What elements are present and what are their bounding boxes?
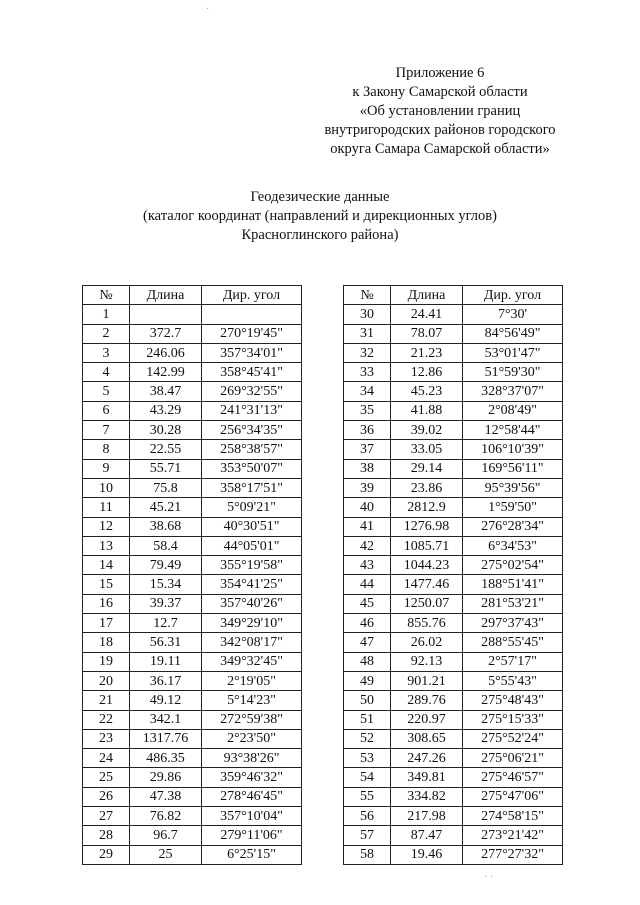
cell-length: 58.4	[130, 536, 202, 555]
table-row	[83, 826, 302, 845]
cell-angle: 53°01'47"	[463, 343, 563, 362]
cell-number: 9	[83, 459, 130, 478]
cell-length: 308.65	[391, 729, 463, 748]
cell-length: 901.21	[391, 671, 463, 690]
cell-length: 247.26	[391, 749, 463, 768]
cell-number: 14	[83, 556, 130, 575]
table-row	[344, 363, 563, 382]
table-row	[344, 440, 563, 459]
cell-angle: 169°56'11"	[463, 459, 563, 478]
cell-length: 75.8	[130, 478, 202, 497]
cell-angle: 275°15'33"	[463, 710, 563, 729]
cell-number: 11	[83, 498, 130, 517]
cell-number: 2	[83, 324, 130, 343]
cell-angle: 342°08'17"	[202, 633, 302, 652]
cell-angle: 275°47'06"	[463, 787, 563, 806]
cell-number: 45	[344, 594, 391, 613]
cell-length: 26.02	[391, 633, 463, 652]
cell-number: 57	[344, 826, 391, 845]
table-row	[83, 478, 302, 497]
table-row	[83, 594, 302, 613]
cell-number: 18	[83, 633, 130, 652]
cell-length: 142.99	[130, 363, 202, 382]
table-row	[83, 517, 302, 536]
table-row	[344, 729, 563, 748]
cell-angle: 273°21'42"	[463, 826, 563, 845]
cell-angle: 2°57'17"	[463, 652, 563, 671]
appendix-header	[300, 64, 580, 159]
cell-length: 78.07	[391, 324, 463, 343]
cell-angle: 51°59'30"	[463, 363, 563, 382]
table-row	[344, 633, 563, 652]
cell-angle: 7°30'	[463, 305, 563, 324]
cell-number: 6	[83, 401, 130, 420]
cell-angle: 40°30'51"	[202, 517, 302, 536]
scan-speck: · ·	[484, 872, 494, 883]
cell-length: 49.12	[130, 691, 202, 710]
header-number: №	[83, 286, 130, 305]
table-row	[344, 614, 563, 633]
cell-length: 217.98	[391, 807, 463, 826]
cell-length: 76.82	[130, 807, 202, 826]
table-row	[344, 787, 563, 806]
cell-length: 24.41	[391, 305, 463, 324]
cell-angle: 359°46'32"	[202, 768, 302, 787]
cell-angle: 274°58'15"	[463, 807, 563, 826]
cell-length: 38.68	[130, 517, 202, 536]
cell-angle: 44°05'01"	[202, 536, 302, 555]
cell-length: 29.14	[391, 459, 463, 478]
table-row	[83, 536, 302, 555]
table-row	[344, 421, 563, 440]
cell-number: 16	[83, 594, 130, 613]
table-row	[344, 845, 563, 864]
table-row	[344, 594, 563, 613]
cell-angle: 276°28'34"	[463, 517, 563, 536]
cell-length: 855.76	[391, 614, 463, 633]
cell-number: 38	[344, 459, 391, 478]
table-row	[344, 652, 563, 671]
cell-number: 41	[344, 517, 391, 536]
cell-length: 45.23	[391, 382, 463, 401]
cell-number: 53	[344, 749, 391, 768]
cell-length: 33.05	[391, 440, 463, 459]
cell-number: 54	[344, 768, 391, 787]
cell-angle: 6°25'15"	[202, 845, 302, 864]
table-row	[83, 343, 302, 362]
cell-number: 34	[344, 382, 391, 401]
table-row	[344, 382, 563, 401]
cell-number: 42	[344, 536, 391, 555]
cell-number: 19	[83, 652, 130, 671]
cell-length: 15.34	[130, 575, 202, 594]
cell-angle: 5°14'23"	[202, 691, 302, 710]
cell-length: 12.7	[130, 614, 202, 633]
cell-number: 4	[83, 363, 130, 382]
cell-angle: 358°45'41"	[202, 363, 302, 382]
cell-angle: 357°40'26"	[202, 594, 302, 613]
cell-angle: 275°02'54"	[463, 556, 563, 575]
cell-length: 30.28	[130, 421, 202, 440]
cell-angle: 275°06'21"	[463, 749, 563, 768]
cell-length: 342.1	[130, 710, 202, 729]
title-line: Геодезические данные	[250, 189, 390, 205]
cell-number: 30	[344, 305, 391, 324]
cell-number: 10	[83, 478, 130, 497]
table-header-row	[83, 286, 302, 305]
cell-length: 1477.46	[391, 575, 463, 594]
cell-length: 96.7	[130, 826, 202, 845]
cell-length: 246.06	[130, 343, 202, 362]
table-row	[83, 382, 302, 401]
cell-number: 15	[83, 575, 130, 594]
cell-number: 1	[83, 305, 130, 324]
table-row	[344, 710, 563, 729]
cell-angle: 358°17'51"	[202, 478, 302, 497]
cell-angle: 2°23'50"	[202, 729, 302, 748]
header-number: №	[344, 286, 391, 305]
table-row	[83, 691, 302, 710]
cell-angle: 297°37'43"	[463, 614, 563, 633]
table-row	[344, 305, 563, 324]
cell-angle: 241°31'13"	[202, 401, 302, 420]
table-row	[83, 807, 302, 826]
table-row	[344, 807, 563, 826]
cell-angle	[202, 305, 302, 324]
cell-angle: 270°19'45"	[202, 324, 302, 343]
cell-number: 7	[83, 421, 130, 440]
cell-length: 36.17	[130, 671, 202, 690]
cell-length: 289.76	[391, 691, 463, 710]
table-row	[344, 575, 563, 594]
cell-length: 372.7	[130, 324, 202, 343]
cell-angle: 84°56'49"	[463, 324, 563, 343]
table-row	[344, 517, 563, 536]
cell-length: 45.21	[130, 498, 202, 517]
cell-number: 23	[83, 729, 130, 748]
cell-length: 1250.07	[391, 594, 463, 613]
cell-number: 12	[83, 517, 130, 536]
table-row	[344, 826, 563, 845]
cell-number: 13	[83, 536, 130, 555]
cell-number: 50	[344, 691, 391, 710]
cell-angle: 279°11'06"	[202, 826, 302, 845]
cell-length: 25	[130, 845, 202, 864]
cell-length: 79.49	[130, 556, 202, 575]
cell-length: 55.71	[130, 459, 202, 478]
header-angle: Дир. угол	[463, 286, 563, 305]
cell-length: 334.82	[391, 787, 463, 806]
cell-angle: 277°27'32"	[463, 845, 563, 864]
cell-angle: 278°46'45"	[202, 787, 302, 806]
cell-angle: 357°10'04"	[202, 807, 302, 826]
cell-length: 1276.98	[391, 517, 463, 536]
table-row	[83, 440, 302, 459]
cell-number: 47	[344, 633, 391, 652]
cell-number: 33	[344, 363, 391, 382]
cell-number: 49	[344, 671, 391, 690]
table-row	[83, 633, 302, 652]
cell-number: 40	[344, 498, 391, 517]
title-line: Красноглинского района)	[241, 227, 399, 243]
cell-angle: 288°55'45"	[463, 633, 563, 652]
table-row	[83, 710, 302, 729]
cell-number: 17	[83, 614, 130, 633]
table-row	[83, 671, 302, 690]
cell-number: 8	[83, 440, 130, 459]
cell-angle: 5°55'43"	[463, 671, 563, 690]
coordinates-table-left	[82, 285, 302, 865]
table-row	[83, 652, 302, 671]
cell-number: 52	[344, 729, 391, 748]
cell-angle: 106°10'39"	[463, 440, 563, 459]
cell-angle: 354°41'25"	[202, 575, 302, 594]
cell-length: 56.31	[130, 633, 202, 652]
cell-number: 48	[344, 652, 391, 671]
cell-number: 55	[344, 787, 391, 806]
table-row	[83, 421, 302, 440]
cell-angle: 188°51'41"	[463, 575, 563, 594]
cell-length: 12.86	[391, 363, 463, 382]
cell-length: 2812.9	[391, 498, 463, 517]
table-row	[344, 459, 563, 478]
table-row	[344, 478, 563, 497]
appendix-line: округа Самара Самарской области»	[330, 141, 550, 157]
table-row	[83, 498, 302, 517]
table-row	[344, 671, 563, 690]
table-row	[83, 729, 302, 748]
cell-length: 1044.23	[391, 556, 463, 575]
table-row	[344, 324, 563, 343]
cell-number: 31	[344, 324, 391, 343]
cell-number: 29	[83, 845, 130, 864]
appendix-line: внутригородских районов городского	[324, 122, 556, 138]
document-title	[90, 188, 550, 245]
cell-number: 3	[83, 343, 130, 362]
cell-angle: 95°39'56"	[463, 478, 563, 497]
table-row	[83, 845, 302, 864]
appendix-line: Приложение 6	[395, 65, 485, 81]
cell-number: 26	[83, 787, 130, 806]
cell-angle: 355°19'58"	[202, 556, 302, 575]
cell-number: 44	[344, 575, 391, 594]
cell-number: 27	[83, 807, 130, 826]
table-row	[344, 768, 563, 787]
cell-angle: 353°50'07"	[202, 459, 302, 478]
cell-number: 25	[83, 768, 130, 787]
coordinates-table-right	[343, 285, 563, 865]
table-row	[83, 768, 302, 787]
cell-number: 24	[83, 749, 130, 768]
table-row	[344, 691, 563, 710]
cell-angle: 258°38'57"	[202, 440, 302, 459]
table-row	[83, 614, 302, 633]
table-row	[344, 498, 563, 517]
cell-length	[130, 305, 202, 324]
cell-length: 29.86	[130, 768, 202, 787]
table-row	[83, 459, 302, 478]
cell-length: 1085.71	[391, 536, 463, 555]
header-length: Длина	[130, 286, 202, 305]
cell-number: 32	[344, 343, 391, 362]
appendix-line: к Закону Самарской области	[352, 84, 528, 100]
table-header-row	[344, 286, 563, 305]
cell-angle: 281°53'21"	[463, 594, 563, 613]
cell-angle: 256°34'35"	[202, 421, 302, 440]
cell-length: 349.81	[391, 768, 463, 787]
cell-length: 21.23	[391, 343, 463, 362]
table-row	[83, 363, 302, 382]
cell-number: 56	[344, 807, 391, 826]
table-row	[83, 324, 302, 343]
table-row	[83, 787, 302, 806]
cell-length: 39.02	[391, 421, 463, 440]
title-line: (каталог координат (направлений и дирекционных углов)	[143, 208, 497, 224]
cell-angle: 2°19'05"	[202, 671, 302, 690]
cell-number: 46	[344, 614, 391, 633]
cell-angle: 1°59'50"	[463, 498, 563, 517]
cell-angle: 2°08'49"	[463, 401, 563, 420]
scan-speck: ·	[206, 4, 210, 15]
cell-number: 21	[83, 691, 130, 710]
cell-number: 51	[344, 710, 391, 729]
header-length: Длина	[391, 286, 463, 305]
cell-angle: 275°52'24"	[463, 729, 563, 748]
table-row	[344, 343, 563, 362]
cell-angle: 349°29'10"	[202, 614, 302, 633]
cell-number: 37	[344, 440, 391, 459]
cell-length: 220.97	[391, 710, 463, 729]
table-row	[83, 575, 302, 594]
cell-length: 19.11	[130, 652, 202, 671]
table-row	[344, 749, 563, 768]
cell-length: 39.37	[130, 594, 202, 613]
table-row	[83, 556, 302, 575]
cell-length: 87.47	[391, 826, 463, 845]
cell-angle: 269°32'55"	[202, 382, 302, 401]
cell-angle: 5°09'21"	[202, 498, 302, 517]
cell-length: 43.29	[130, 401, 202, 420]
table-row	[344, 536, 563, 555]
table-row	[344, 556, 563, 575]
cell-angle: 349°32'45"	[202, 652, 302, 671]
cell-angle: 328°37'07"	[463, 382, 563, 401]
cell-length: 92.13	[391, 652, 463, 671]
cell-angle: 275°46'57"	[463, 768, 563, 787]
table-row	[83, 401, 302, 420]
cell-length: 47.38	[130, 787, 202, 806]
cell-number: 58	[344, 845, 391, 864]
cell-number: 39	[344, 478, 391, 497]
cell-number: 22	[83, 710, 130, 729]
cell-length: 1317.76	[130, 729, 202, 748]
cell-angle: 275°48'43"	[463, 691, 563, 710]
cell-number: 35	[344, 401, 391, 420]
cell-angle: 357°34'01"	[202, 343, 302, 362]
cell-number: 43	[344, 556, 391, 575]
cell-length: 23.86	[391, 478, 463, 497]
cell-number: 5	[83, 382, 130, 401]
header-angle: Дир. угол	[202, 286, 302, 305]
table-row	[83, 749, 302, 768]
cell-length: 22.55	[130, 440, 202, 459]
cell-number: 20	[83, 671, 130, 690]
cell-number: 28	[83, 826, 130, 845]
cell-angle: 6°34'53"	[463, 536, 563, 555]
cell-number: 36	[344, 421, 391, 440]
cell-length: 41.88	[391, 401, 463, 420]
cell-length: 38.47	[130, 382, 202, 401]
table-row	[83, 305, 302, 324]
cell-length: 19.46	[391, 845, 463, 864]
table-row	[344, 401, 563, 420]
appendix-line: «Об установлении границ	[359, 103, 521, 119]
cell-angle: 93°38'26"	[202, 749, 302, 768]
cell-angle: 272°59'38"	[202, 710, 302, 729]
cell-angle: 12°58'44"	[463, 421, 563, 440]
cell-length: 486.35	[130, 749, 202, 768]
